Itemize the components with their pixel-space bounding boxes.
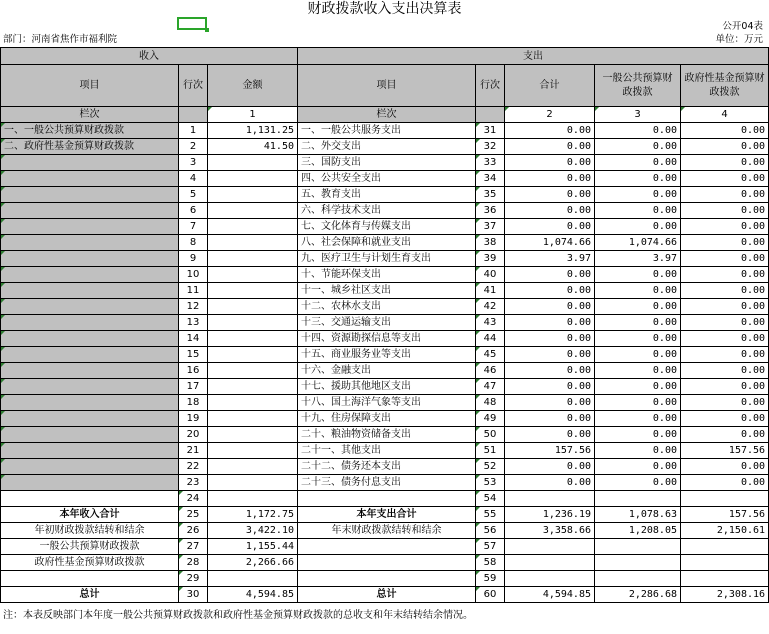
table-row <box>1 363 769 379</box>
expense-general-budget: 0.00 <box>595 427 681 443</box>
income-row-number: 7 <box>179 219 208 235</box>
summary-expense-fund-budget <box>681 555 769 571</box>
expense-row-number: 46 <box>476 363 505 379</box>
summary-income-amount <box>208 571 298 587</box>
income-item <box>1 171 179 187</box>
expense-header: 支出 <box>298 48 769 65</box>
summary-income-row-number: 27 <box>179 539 208 555</box>
expense-item: 五、教育支出 <box>298 187 476 203</box>
expense-total: 0.00 <box>505 283 595 299</box>
expense-row-number: 41 <box>476 283 505 299</box>
expense-row-number: 36 <box>476 203 505 219</box>
expense-total: 157.56 <box>505 443 595 459</box>
summary-income-item: 政府性基金预算财政拨款 <box>1 555 179 571</box>
table-row <box>1 347 769 363</box>
table-row <box>1 219 769 235</box>
expense-row-number: 31 <box>476 123 505 139</box>
expense-fund-budget: 0.00 <box>681 299 769 315</box>
expense-item: 七、文化体育与传媒支出 <box>298 219 476 235</box>
income-item: 一、一般公共预算财政拨款 <box>1 123 179 139</box>
expense-general-budget: 0.00 <box>595 187 681 203</box>
expense-total: 3.97 <box>505 251 595 267</box>
expense-total: 0.00 <box>505 459 595 475</box>
expense-total: 0.00 <box>505 427 595 443</box>
expense-fund-budget: 0.00 <box>681 219 769 235</box>
summary-row <box>1 539 769 555</box>
summary-expense-fund-budget: 2,150.61 <box>681 523 769 539</box>
summary-expense-row-number: 55 <box>476 507 505 523</box>
summary-expense-row-number: 57 <box>476 539 505 555</box>
expense-total: 0.00 <box>505 203 595 219</box>
unit-label: 单位：万元 <box>715 34 763 45</box>
summary-expense-total: 1,236.19 <box>505 507 595 523</box>
income-amount <box>208 203 298 219</box>
col-number-3: 3 <box>595 107 681 123</box>
expense-fund-budget: 0.00 <box>681 123 769 139</box>
summary-income-item: 一般公共预算财政拨款 <box>1 539 179 555</box>
table-row <box>1 267 769 283</box>
summary-expense-item: 本年支出合计 <box>298 507 476 523</box>
expense-fund-budget: 0.00 <box>681 235 769 251</box>
summary-income-amount: 2,266.66 <box>208 555 298 571</box>
income-item <box>1 411 179 427</box>
expense-general-budget: 0.00 <box>595 395 681 411</box>
income-row-number: 21 <box>179 443 208 459</box>
summary-income-row-number: 28 <box>179 555 208 571</box>
income-item-header: 项目 <box>1 65 179 107</box>
table-row <box>1 395 769 411</box>
expense-total: 0.00 <box>505 155 595 171</box>
income-amount <box>208 475 298 491</box>
income-row-number: 19 <box>179 411 208 427</box>
expense-row-number: 42 <box>476 299 505 315</box>
income-item: 二、政府性基金预算财政拨款 <box>1 139 179 155</box>
expense-fund-budget: 0.00 <box>681 203 769 219</box>
table-row <box>1 443 769 459</box>
income-row-number: 23 <box>179 475 208 491</box>
income-item <box>1 299 179 315</box>
expense-general-budget: 0.00 <box>595 347 681 363</box>
summary-expense-fund-budget: 2,308.16 <box>681 587 769 603</box>
fund-budget-header: 政府性基金预算财政拨款 <box>681 65 769 107</box>
expense-item: 十六、金融支出 <box>298 363 476 379</box>
expense-total: 0.00 <box>505 411 595 427</box>
summary-expense-total: 4,594.85 <box>505 587 595 603</box>
summary-expense-general-budget: 1,078.63 <box>595 507 681 523</box>
expense-general-budget: 0.00 <box>595 299 681 315</box>
summary-expense-total <box>505 555 595 571</box>
summary-row <box>1 555 769 571</box>
summary-expense-general-budget <box>595 491 681 507</box>
table-row <box>1 411 769 427</box>
income-item <box>1 283 179 299</box>
income-amount <box>208 395 298 411</box>
expense-item: 三、国防支出 <box>298 155 476 171</box>
income-header: 收入 <box>1 48 298 65</box>
summary-expense-row-number: 60 <box>476 587 505 603</box>
expense-row-number: 37 <box>476 219 505 235</box>
footnote: 注：本表反映部门本年度一般公共预算财政拨款和政府性基金预算财政拨款的总收支和年末结转结余情况。 <box>3 610 473 621</box>
expense-fund-budget: 0.00 <box>681 427 769 443</box>
expense-fund-budget: 0.00 <box>681 459 769 475</box>
income-amount <box>208 411 298 427</box>
expense-row-number: 35 <box>476 187 505 203</box>
income-row-number: 5 <box>179 187 208 203</box>
income-row-number: 8 <box>179 235 208 251</box>
summary-income-amount <box>208 491 298 507</box>
income-rowno-header: 行次 <box>179 65 208 107</box>
expense-row-number: 50 <box>476 427 505 443</box>
summary-income-amount: 4,594.85 <box>208 587 298 603</box>
expense-general-budget: 0.00 <box>595 267 681 283</box>
table-row <box>1 475 769 491</box>
summary-expense-fund-budget: 157.56 <box>681 507 769 523</box>
expense-total: 0.00 <box>505 331 595 347</box>
expense-fund-budget: 157.56 <box>681 443 769 459</box>
income-amount <box>208 283 298 299</box>
expense-general-budget: 0.00 <box>595 331 681 347</box>
summary-expense-general-budget: 2,286.68 <box>595 587 681 603</box>
income-row-number: 20 <box>179 427 208 443</box>
income-amount <box>208 459 298 475</box>
income-row-number: 11 <box>179 283 208 299</box>
expense-fund-budget: 0.00 <box>681 155 769 171</box>
column-label-left: 栏次 <box>1 107 179 123</box>
expense-general-budget: 0.00 <box>595 315 681 331</box>
expense-total: 0.00 <box>505 139 595 155</box>
summary-expense-item: 总计 <box>298 587 476 603</box>
expense-general-budget: 0.00 <box>595 411 681 427</box>
expense-total: 0.00 <box>505 379 595 395</box>
table-row <box>1 459 769 475</box>
summary-expense-total: 3,358.66 <box>505 523 595 539</box>
summary-income-item <box>1 491 179 507</box>
summary-expense-item <box>298 491 476 507</box>
expense-general-budget: 0.00 <box>595 155 681 171</box>
income-amount <box>208 299 298 315</box>
summary-row <box>1 507 769 523</box>
income-item <box>1 379 179 395</box>
income-row-number: 17 <box>179 379 208 395</box>
expense-total: 0.00 <box>505 171 595 187</box>
expense-row-number: 47 <box>476 379 505 395</box>
income-amount <box>208 347 298 363</box>
income-row-number: 18 <box>179 395 208 411</box>
expense-fund-budget: 0.00 <box>681 363 769 379</box>
summary-income-amount: 1,172.75 <box>208 507 298 523</box>
expense-item: 十三、交通运输支出 <box>298 315 476 331</box>
income-item <box>1 475 179 491</box>
expense-row-number: 40 <box>476 267 505 283</box>
expense-total: 0.00 <box>505 123 595 139</box>
expense-item: 十一、城乡社区支出 <box>298 283 476 299</box>
income-item <box>1 443 179 459</box>
expense-fund-budget: 0.00 <box>681 331 769 347</box>
expense-item: 十九、住房保障支出 <box>298 411 476 427</box>
expense-row-number: 51 <box>476 443 505 459</box>
summary-income-row-number: 25 <box>179 507 208 523</box>
income-row-number: 4 <box>179 171 208 187</box>
blank-cell <box>179 107 208 123</box>
income-amount <box>208 315 298 331</box>
expense-general-budget: 0.00 <box>595 475 681 491</box>
summary-income-row-number: 24 <box>179 491 208 507</box>
table-row <box>1 379 769 395</box>
income-amount <box>208 427 298 443</box>
expense-general-budget: 0.00 <box>595 203 681 219</box>
amount-header: 金额 <box>208 65 298 107</box>
income-amount <box>208 363 298 379</box>
expense-general-budget: 0.00 <box>595 139 681 155</box>
income-item <box>1 459 179 475</box>
income-item <box>1 427 179 443</box>
form-number: 公开04表 <box>722 21 763 32</box>
expense-item: 十五、商业服务业等支出 <box>298 347 476 363</box>
summary-expense-item <box>298 555 476 571</box>
summary-expense-fund-budget <box>681 539 769 555</box>
summary-income-row-number: 30 <box>179 587 208 603</box>
income-item <box>1 315 179 331</box>
expense-general-budget: 0.00 <box>595 379 681 395</box>
income-amount <box>208 219 298 235</box>
expense-general-budget: 0.00 <box>595 171 681 187</box>
expense-fund-budget: 0.00 <box>681 395 769 411</box>
summary-expense-total <box>505 491 595 507</box>
expense-fund-budget: 0.00 <box>681 187 769 203</box>
expense-item: 四、公共安全支出 <box>298 171 476 187</box>
summary-income-item <box>1 571 179 587</box>
expense-item: 十七、援助其他地区支出 <box>298 379 476 395</box>
table-row <box>1 315 769 331</box>
income-amount <box>208 251 298 267</box>
summary-expense-total <box>505 539 595 555</box>
income-row-number: 16 <box>179 363 208 379</box>
expense-fund-budget: 0.00 <box>681 171 769 187</box>
expense-general-budget: 0.00 <box>595 443 681 459</box>
col-number-1: 1 <box>208 107 298 123</box>
summary-expense-row-number: 56 <box>476 523 505 539</box>
expense-general-budget: 0.00 <box>595 363 681 379</box>
summary-row <box>1 523 769 539</box>
summary-expense-row-number: 54 <box>476 491 505 507</box>
expense-row-number: 39 <box>476 251 505 267</box>
expense-total: 0.00 <box>505 363 595 379</box>
expense-general-budget: 0.00 <box>595 459 681 475</box>
income-row-number: 3 <box>179 155 208 171</box>
income-item <box>1 267 179 283</box>
income-amount <box>208 443 298 459</box>
income-row-number: 14 <box>179 331 208 347</box>
income-item <box>1 347 179 363</box>
summary-income-row-number: 29 <box>179 571 208 587</box>
expense-row-number: 48 <box>476 395 505 411</box>
expense-general-budget: 0.00 <box>595 123 681 139</box>
summary-row <box>1 491 769 507</box>
selected-cell[interactable] <box>177 17 207 30</box>
expense-total: 0.00 <box>505 395 595 411</box>
summary-expense-fund-budget <box>681 571 769 587</box>
summary-expense-item: 年末财政拨款结转和结余 <box>298 523 476 539</box>
expense-fund-budget: 0.00 <box>681 475 769 491</box>
table-row <box>1 299 769 315</box>
expense-general-budget: 1,074.66 <box>595 235 681 251</box>
expense-item: 十八、国土海洋气象等支出 <box>298 395 476 411</box>
income-row-number: 22 <box>179 459 208 475</box>
expense-row-number: 53 <box>476 475 505 491</box>
expense-fund-budget: 0.00 <box>681 267 769 283</box>
expense-row-number: 44 <box>476 331 505 347</box>
summary-expense-total <box>505 571 595 587</box>
expense-row-number: 38 <box>476 235 505 251</box>
income-amount: 1,131.25 <box>208 123 298 139</box>
summary-expense-fund-budget <box>681 491 769 507</box>
expense-total: 0.00 <box>505 187 595 203</box>
table-row <box>1 251 769 267</box>
expense-total: 0.00 <box>505 219 595 235</box>
summary-income-item: 年初财政拨款结转和结余 <box>1 523 179 539</box>
income-amount <box>208 155 298 171</box>
income-row-number: 9 <box>179 251 208 267</box>
income-amount <box>208 187 298 203</box>
summary-expense-general-budget: 1,208.05 <box>595 523 681 539</box>
income-item <box>1 219 179 235</box>
expense-item: 八、社会保障和就业支出 <box>298 235 476 251</box>
income-row-number: 13 <box>179 315 208 331</box>
expense-row-number: 52 <box>476 459 505 475</box>
income-row-number: 1 <box>179 123 208 139</box>
expense-item: 九、医疗卫生与计划生育支出 <box>298 251 476 267</box>
expense-item: 十、节能环保支出 <box>298 267 476 283</box>
table-row <box>1 427 769 443</box>
income-item <box>1 187 179 203</box>
summary-income-item: 本年收入合计 <box>1 507 179 523</box>
income-row-number: 10 <box>179 267 208 283</box>
summary-expense-row-number: 59 <box>476 571 505 587</box>
expense-row-number: 34 <box>476 171 505 187</box>
expense-row-number: 43 <box>476 315 505 331</box>
expense-fund-budget: 0.00 <box>681 315 769 331</box>
table-row <box>1 203 769 219</box>
income-amount <box>208 267 298 283</box>
table-row <box>1 283 769 299</box>
table-row <box>1 187 769 203</box>
blank-cell <box>476 107 505 123</box>
table-row <box>1 123 769 139</box>
expense-item: 十二、农林水支出 <box>298 299 476 315</box>
income-amount <box>208 235 298 251</box>
expense-fund-budget: 0.00 <box>681 379 769 395</box>
expense-item: 二、外交支出 <box>298 139 476 155</box>
income-row-number: 2 <box>179 139 208 155</box>
table-row <box>1 235 769 251</box>
expense-total: 1,074.66 <box>505 235 595 251</box>
summary-income-amount: 3,422.10 <box>208 523 298 539</box>
summary-row <box>1 587 769 603</box>
expense-item: 二十三、债务付息支出 <box>298 475 476 491</box>
income-item <box>1 331 179 347</box>
income-item <box>1 155 179 171</box>
income-amount: 41.50 <box>208 139 298 155</box>
expense-row-number: 32 <box>476 139 505 155</box>
summary-expense-row-number: 58 <box>476 555 505 571</box>
column-label-right: 栏次 <box>298 107 476 123</box>
expense-fund-budget: 0.00 <box>681 139 769 155</box>
table-row <box>1 331 769 347</box>
expense-item: 二十一、其他支出 <box>298 443 476 459</box>
expense-general-budget: 3.97 <box>595 251 681 267</box>
income-item <box>1 251 179 267</box>
income-amount <box>208 171 298 187</box>
expense-fund-budget: 0.00 <box>681 283 769 299</box>
total-header: 合计 <box>505 65 595 107</box>
expense-total: 0.00 <box>505 347 595 363</box>
table-row <box>1 171 769 187</box>
budget-table <box>0 47 769 603</box>
expense-fund-budget: 0.00 <box>681 411 769 427</box>
summary-row <box>1 571 769 587</box>
col-number-2: 2 <box>505 107 595 123</box>
department-label: 部门：河南省焦作市福利院 <box>3 34 118 45</box>
summary-income-amount: 1,155.44 <box>208 539 298 555</box>
summary-expense-general-budget <box>595 555 681 571</box>
expense-item: 二十二、债务还本支出 <box>298 459 476 475</box>
summary-expense-item <box>298 539 476 555</box>
expense-item: 一、一般公共服务支出 <box>298 123 476 139</box>
income-item <box>1 363 179 379</box>
summary-expense-general-budget <box>595 539 681 555</box>
expense-fund-budget: 0.00 <box>681 347 769 363</box>
expense-rowno-header: 行次 <box>476 65 505 107</box>
income-row-number: 15 <box>179 347 208 363</box>
table-row <box>1 139 769 155</box>
expense-row-number: 45 <box>476 347 505 363</box>
expense-total: 0.00 <box>505 475 595 491</box>
table-row <box>1 155 769 171</box>
page-title: 财政拨款收入支出决算表 <box>307 1 462 17</box>
expense-fund-budget: 0.00 <box>681 251 769 267</box>
expense-item: 十四、资源勘探信息等支出 <box>298 331 476 347</box>
summary-expense-general-budget <box>595 571 681 587</box>
income-amount <box>208 379 298 395</box>
expense-row-number: 33 <box>476 155 505 171</box>
expense-general-budget: 0.00 <box>595 283 681 299</box>
summary-income-row-number: 26 <box>179 523 208 539</box>
expense-total: 0.00 <box>505 299 595 315</box>
income-item <box>1 203 179 219</box>
income-item <box>1 395 179 411</box>
income-amount <box>208 331 298 347</box>
col-number-4: 4 <box>681 107 769 123</box>
summary-expense-item <box>298 571 476 587</box>
expense-row-number: 49 <box>476 411 505 427</box>
summary-income-item: 总计 <box>1 587 179 603</box>
income-row-number: 6 <box>179 203 208 219</box>
expense-general-budget: 0.00 <box>595 219 681 235</box>
expense-total: 0.00 <box>505 267 595 283</box>
expense-item: 六、科学技术支出 <box>298 203 476 219</box>
expense-item-header: 项目 <box>298 65 476 107</box>
expense-item: 二十、粮油物资储备支出 <box>298 427 476 443</box>
income-row-number: 12 <box>179 299 208 315</box>
general-budget-header: 一般公共预算财政拨款 <box>595 65 681 107</box>
expense-total: 0.00 <box>505 315 595 331</box>
income-item <box>1 235 179 251</box>
